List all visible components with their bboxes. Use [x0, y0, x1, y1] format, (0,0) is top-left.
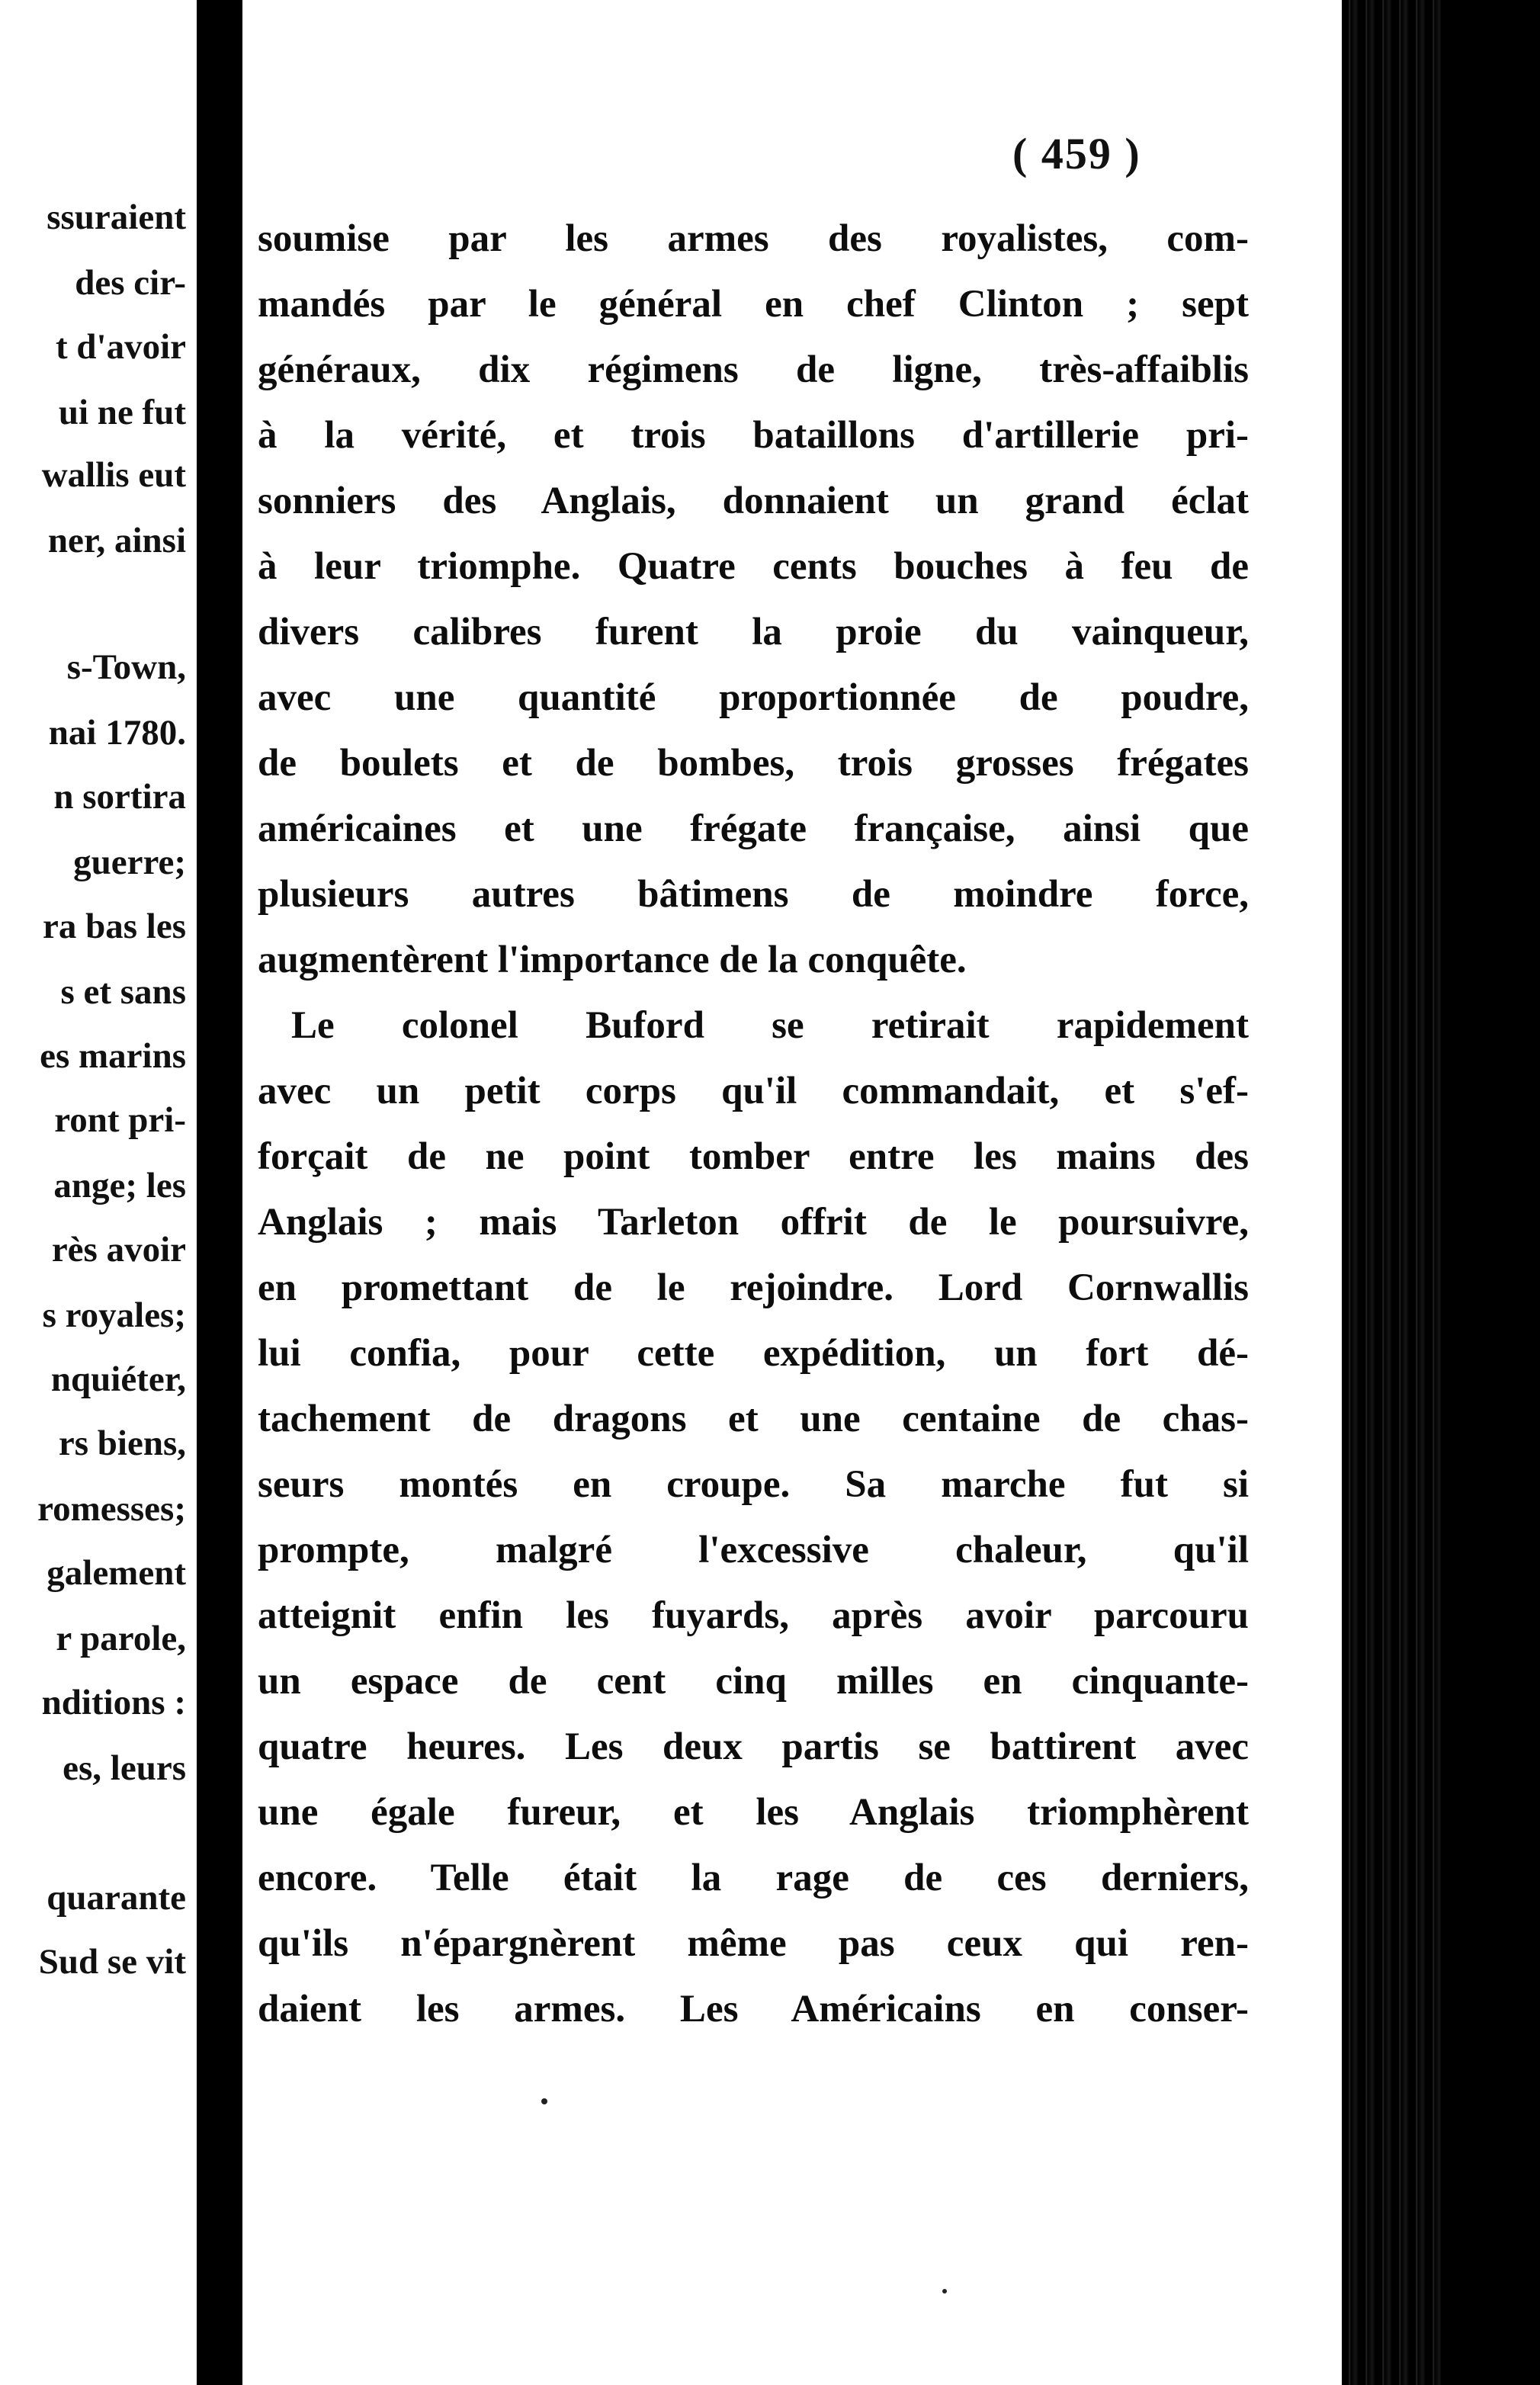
text-line: plusieurs autres bâtimens de moindre force, [258, 873, 1249, 916]
text-line: lui confia, pour cette expédition, un fort dé- [258, 1332, 1249, 1375]
left-fragment: ra bas les [43, 907, 186, 946]
text-line: atteignit enfin les fuyards, après avoir parcouru [258, 1594, 1249, 1637]
ink-speck [942, 2289, 947, 2294]
text-line: à leur triomphe. Quatre cents bouches à feu de [258, 545, 1249, 588]
left-fragment: rès avoir [51, 1230, 186, 1270]
text-line: à la vérité, et trois bataillons d'artillerie pri- [258, 414, 1249, 457]
left-fragment: n sortira [53, 777, 186, 817]
left-fragment: nquiéter, [50, 1359, 186, 1399]
text-line: forçait de ne point tomber entre les mains des [258, 1135, 1249, 1178]
left-fragment: des cir- [75, 263, 186, 303]
text-line: augmentèrent l'importance de la conquête. [258, 939, 967, 981]
left-fragment: s royales; [42, 1295, 186, 1335]
text-line: avec un petit corps qu'il commandait, et s'ef- [258, 1070, 1249, 1112]
text-line: Anglais ; mais Tarleton offrit de le poursuivre, [258, 1201, 1249, 1244]
left-fragment: galement [47, 1553, 186, 1593]
text-line: sonniers des Anglais, donnaient un grand éclat [258, 480, 1249, 522]
left-fragment: ner, ainsi [47, 521, 186, 560]
left-fragment: wallis eut [41, 455, 186, 495]
left-fragment: ssuraient [47, 197, 186, 237]
body-text [258, 206, 1249, 2042]
left-fragment: s et sans [60, 972, 186, 1012]
left-fragment: rs biens, [58, 1424, 186, 1463]
text-line: une égale fureur, et les Anglais triomphèrent [258, 1791, 1249, 1834]
left-fragment: ange; les [53, 1166, 186, 1205]
left-fragment: nditions : [41, 1683, 186, 1722]
left-fragment: s-Town, [66, 647, 186, 687]
binding-gutter [197, 0, 242, 2385]
text-line: seurs montés en croupe. Sa marche fut si [258, 1463, 1249, 1506]
left-fragment: es, leurs [63, 1748, 186, 1788]
text-line: qu'ils n'épargnèrent même pas ceux qui ren- [258, 1922, 1249, 1965]
page-number: ( 459 ) [1012, 129, 1141, 178]
text-line: un espace de cent cinq milles en cinquante- [258, 1660, 1249, 1703]
text-line: de boulets et de bombes, trois grosses frégates [258, 742, 1249, 785]
text-line: tachement de dragons et une centaine de chas- [258, 1398, 1249, 1440]
text-line: avec une quantité proportionnée de poudre, [258, 676, 1249, 719]
left-fragment: ront pri- [54, 1100, 186, 1140]
left-fragment: es marins [40, 1036, 186, 1076]
text-line: mandés par le général en chef Clinton ; sept [258, 283, 1249, 326]
text-line: encore. Telle était la rage de ces derniers, [258, 1857, 1249, 1899]
left-fragment: quarante [47, 1878, 186, 1918]
text-line: Le colonel Buford se retirait rapidement [291, 1004, 1249, 1047]
text-line: daient les armes. Les Américains en conser- [258, 1988, 1249, 2030]
left-fragment: nai 1780. [48, 713, 186, 753]
left-page [0, 0, 197, 2385]
text-line: soumise par les armes des royalistes, com- [258, 217, 1249, 260]
text-line: quatre heures. Les deux partis se battirent avec [258, 1725, 1249, 1768]
ink-speck [541, 2098, 547, 2104]
text-line: généraux, dix régimens de ligne, très-affaiblis [258, 348, 1249, 391]
left-fragment: ui ne fut [58, 393, 186, 432]
left-fragment: r parole, [56, 1619, 186, 1658]
text-line: divers calibres furent la proie du vainqueur, [258, 611, 1249, 653]
left-fragment: Sud se vit [38, 1942, 186, 1982]
text-line: en promettant de le rejoindre. Lord Cornwallis [258, 1266, 1249, 1309]
right-page [242, 0, 1441, 2385]
left-fragment: romesses; [37, 1489, 186, 1529]
page-edge [1342, 0, 1441, 2385]
text-line: américaines et une frégate française, ainsi que [258, 807, 1249, 850]
text-line: prompte, malgré l'excessive chaleur, qu'il [258, 1529, 1249, 1571]
left-fragment: t d'avoir [55, 327, 186, 367]
left-fragment: guerre; [73, 843, 186, 882]
